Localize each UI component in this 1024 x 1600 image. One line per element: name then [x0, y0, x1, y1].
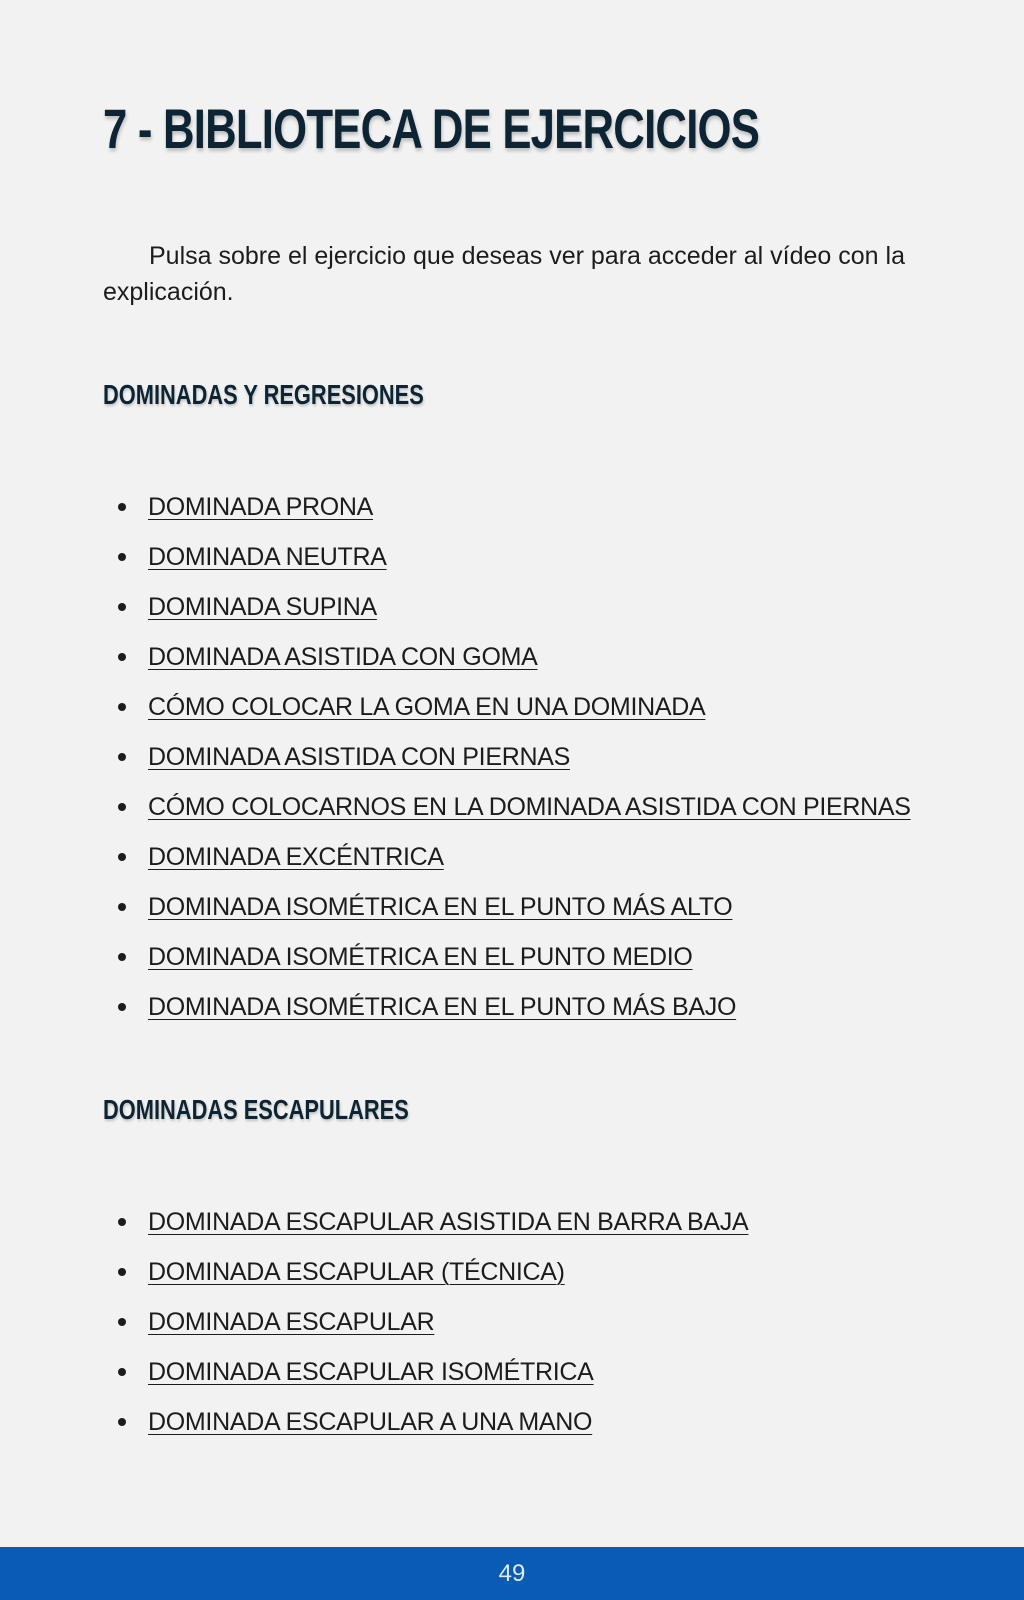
bullet-icon — [118, 553, 126, 561]
bullet-icon — [118, 903, 126, 911]
bullet-icon — [118, 503, 126, 511]
list-item — [103, 732, 911, 782]
list-item — [103, 982, 911, 1032]
exercise-link[interactable]: DOMINADA SUPINA — [148, 593, 377, 621]
list-item — [103, 1297, 748, 1347]
bullet-icon — [118, 1003, 126, 1011]
list-item — [103, 532, 911, 582]
list-item — [103, 1197, 748, 1247]
exercise-link[interactable]: DOMINADA ESCAPULAR ASISTIDA EN BARRA BAJA — [148, 1208, 749, 1236]
exercise-link[interactable]: DOMINADA ESCAPULAR — [148, 1308, 435, 1336]
exercise-link[interactable]: DOMINADA ISOMÉTRICA EN EL PUNTO MÁS ALTO — [148, 893, 733, 921]
list-item — [103, 882, 911, 932]
section-title-dominadas-escapulares: DOMINADAS ESCAPULARES — [103, 1094, 409, 1125]
bullet-icon — [118, 753, 126, 761]
list-item — [103, 1247, 748, 1297]
bullet-icon — [118, 1318, 126, 1326]
bullet-icon — [118, 603, 126, 611]
footer-bar — [0, 1547, 1024, 1600]
bullet-icon — [118, 653, 126, 661]
exercise-link[interactable]: DOMINADA ISOMÉTRICA EN EL PUNTO MÁS BAJO — [148, 993, 737, 1021]
list-item — [103, 832, 911, 882]
page-title: 7 - BIBLIOTECA DE EJERCICIOS — [103, 97, 760, 160]
list-item — [103, 1397, 748, 1447]
list-item — [103, 782, 911, 832]
list-item — [103, 582, 911, 632]
exercise-link[interactable]: DOMINADA PRONA — [148, 493, 373, 521]
exercise-list-regresiones — [103, 482, 911, 1032]
list-item — [103, 1347, 748, 1397]
section-title-dominadas-y-regresiones: DOMINADAS Y REGRESIONES — [103, 379, 424, 410]
exercise-list-escapulares — [103, 1197, 748, 1447]
list-item — [103, 682, 911, 732]
exercise-link[interactable]: CÓMO COLOCARNOS EN LA DOMINADA ASISTIDA CON PIERNAS — [148, 793, 911, 821]
exercise-link[interactable]: DOMINADA ESCAPULAR A UNA MANO — [148, 1408, 593, 1436]
exercise-link[interactable]: DOMINADA ASISTIDA CON PIERNAS — [148, 743, 570, 771]
bullet-icon — [118, 1218, 126, 1226]
bullet-icon — [118, 853, 126, 861]
intro-paragraph: Pulsa sobre el ejercicio que deseas ver para acceder al vídeo con la explicación. — [103, 242, 905, 306]
bullet-icon — [118, 953, 126, 961]
exercise-link[interactable]: DOMINADA ESCAPULAR ISOMÉTRICA — [148, 1358, 594, 1386]
bullet-icon — [118, 803, 126, 811]
exercise-link[interactable]: DOMINADA NEUTRA — [148, 543, 387, 571]
bullet-icon — [118, 1418, 126, 1426]
page-number: 49 — [498, 1560, 526, 1587]
list-item — [103, 482, 911, 532]
list-item — [103, 932, 911, 982]
exercise-link[interactable]: DOMINADA ISOMÉTRICA EN EL PUNTO MEDIO — [148, 943, 693, 971]
exercise-link[interactable]: DOMINADA ESCAPULAR (TÉCNICA) — [148, 1258, 565, 1286]
list-item — [103, 632, 911, 682]
bullet-icon — [118, 1268, 126, 1276]
bullet-icon — [118, 703, 126, 711]
exercise-link[interactable]: DOMINADA ASISTIDA CON GOMA — [148, 643, 538, 671]
exercise-link[interactable]: CÓMO COLOCAR LA GOMA EN UNA DOMINADA — [148, 693, 706, 721]
bullet-icon — [118, 1368, 126, 1376]
exercise-link[interactable]: DOMINADA EXCÉNTRICA — [148, 843, 444, 871]
